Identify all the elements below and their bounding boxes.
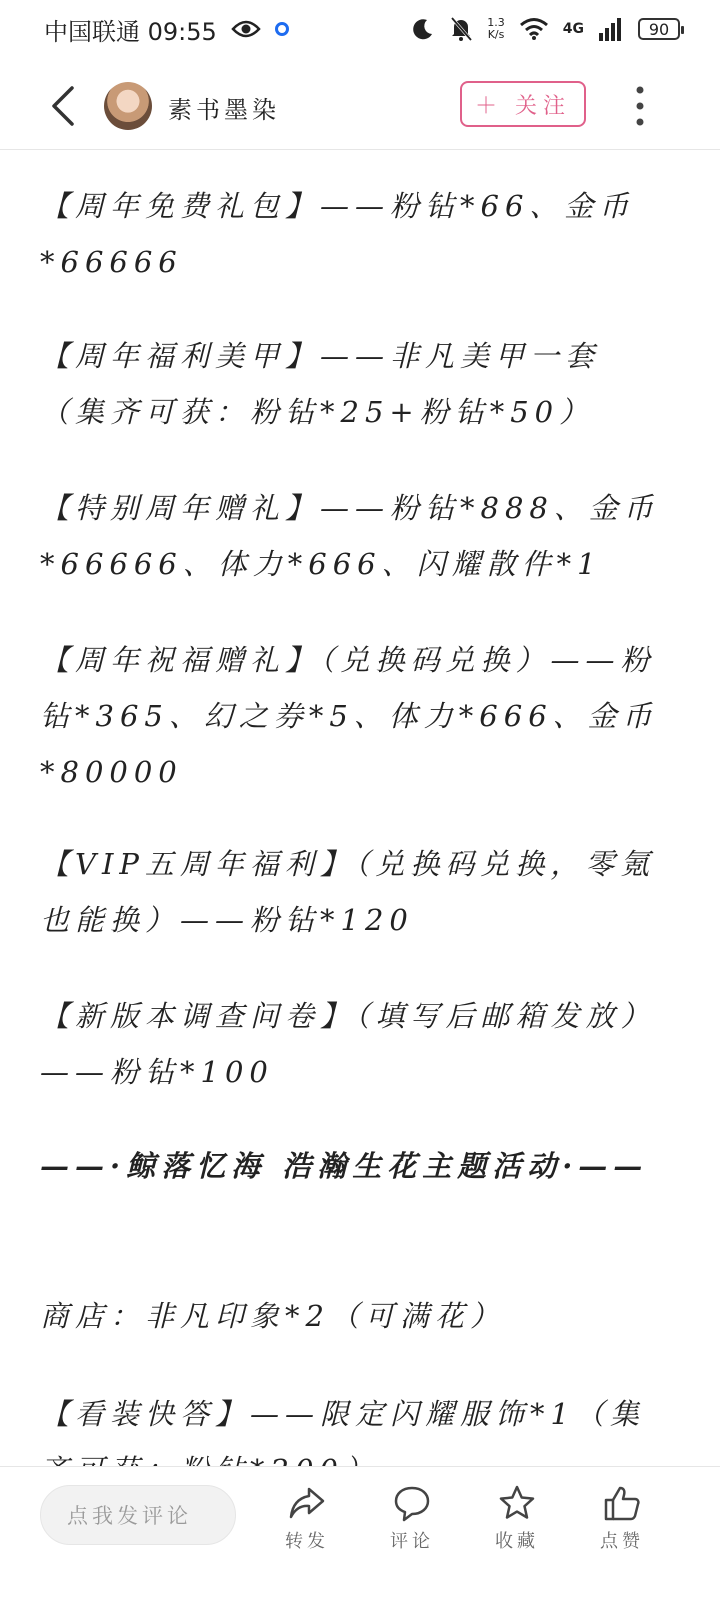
- carrier-time: 中国联通 09:55: [44, 17, 217, 46]
- article-paragraph: 【新版本调查问卷】（填写后邮箱发放）——粉钻*100: [40, 999, 656, 1089]
- moon-icon: [411, 17, 435, 41]
- like-label: 点赞: [600, 1531, 644, 1552]
- net-speed: 1.3 K/s: [487, 16, 505, 41]
- network-type: 4G: [562, 21, 584, 37]
- favorite-button[interactable]: [482, 1483, 552, 1553]
- battery-icon: 90: [638, 18, 680, 40]
- repost-label: 转发: [285, 1531, 329, 1552]
- favorite-label: 收藏: [495, 1531, 539, 1552]
- location-service-icon: [275, 22, 289, 36]
- back-arrow-icon[interactable]: [48, 86, 78, 126]
- share-arrow-icon: [287, 1483, 327, 1523]
- article-paragraph: 【看装快答】——限定闪耀服饰*1（集: [40, 1397, 645, 1431]
- article-paragraph: 【特别周年赠礼】——粉钻*888、金币*66666、体力*666、闪耀散件*1: [40, 491, 659, 581]
- section-heading: ——·鲸落忆海 浩瀚生花主题活动·——: [40, 1149, 649, 1183]
- author-name[interactable]: 素书墨染: [168, 96, 280, 124]
- top-nav: [0, 62, 720, 150]
- like-button[interactable]: [587, 1483, 657, 1553]
- article-paragraph: 【周年免费礼包】——粉钻*66、金币*66666: [40, 189, 635, 279]
- author-avatar[interactable]: [104, 82, 152, 130]
- comment-button[interactable]: [377, 1483, 447, 1553]
- article-paragraph: 【VIP五周年福利】（兑换码兑换，零氪也能换）——粉钻*120: [40, 847, 656, 937]
- follow-button[interactable]: ＋ 关注: [460, 81, 586, 127]
- status-right: [411, 16, 680, 42]
- more-options-icon[interactable]: [630, 84, 650, 128]
- status-left: [44, 12, 289, 47]
- eye-icon: [231, 19, 261, 39]
- comment-label: 评论: [390, 1531, 434, 1552]
- repost-button[interactable]: [272, 1483, 342, 1553]
- wifi-icon: [519, 17, 549, 41]
- signal-icon: [598, 17, 624, 41]
- thumbs-up-icon: [602, 1483, 642, 1523]
- mute-bell-icon: [449, 16, 473, 42]
- status-bar: [0, 0, 720, 58]
- comment-input[interactable]: 点我发评论: [40, 1485, 236, 1545]
- comment-bubble-icon: [392, 1483, 432, 1523]
- bottom-action-bar: [0, 1466, 720, 1613]
- star-icon: [497, 1483, 537, 1523]
- article-paragraph: 【周年祝福赠礼】（兑换码兑换）——粉钻*365、幻之券*5、体力*666、金币*80000: [40, 643, 658, 789]
- article-paragraph: 商店：非凡印象*2（可满花）: [40, 1299, 505, 1333]
- article-content: [0, 150, 720, 1466]
- article-paragraph: 【周年福利美甲】——非凡美甲一套（集齐可获：粉钻*25+粉钻*50）: [40, 339, 601, 429]
